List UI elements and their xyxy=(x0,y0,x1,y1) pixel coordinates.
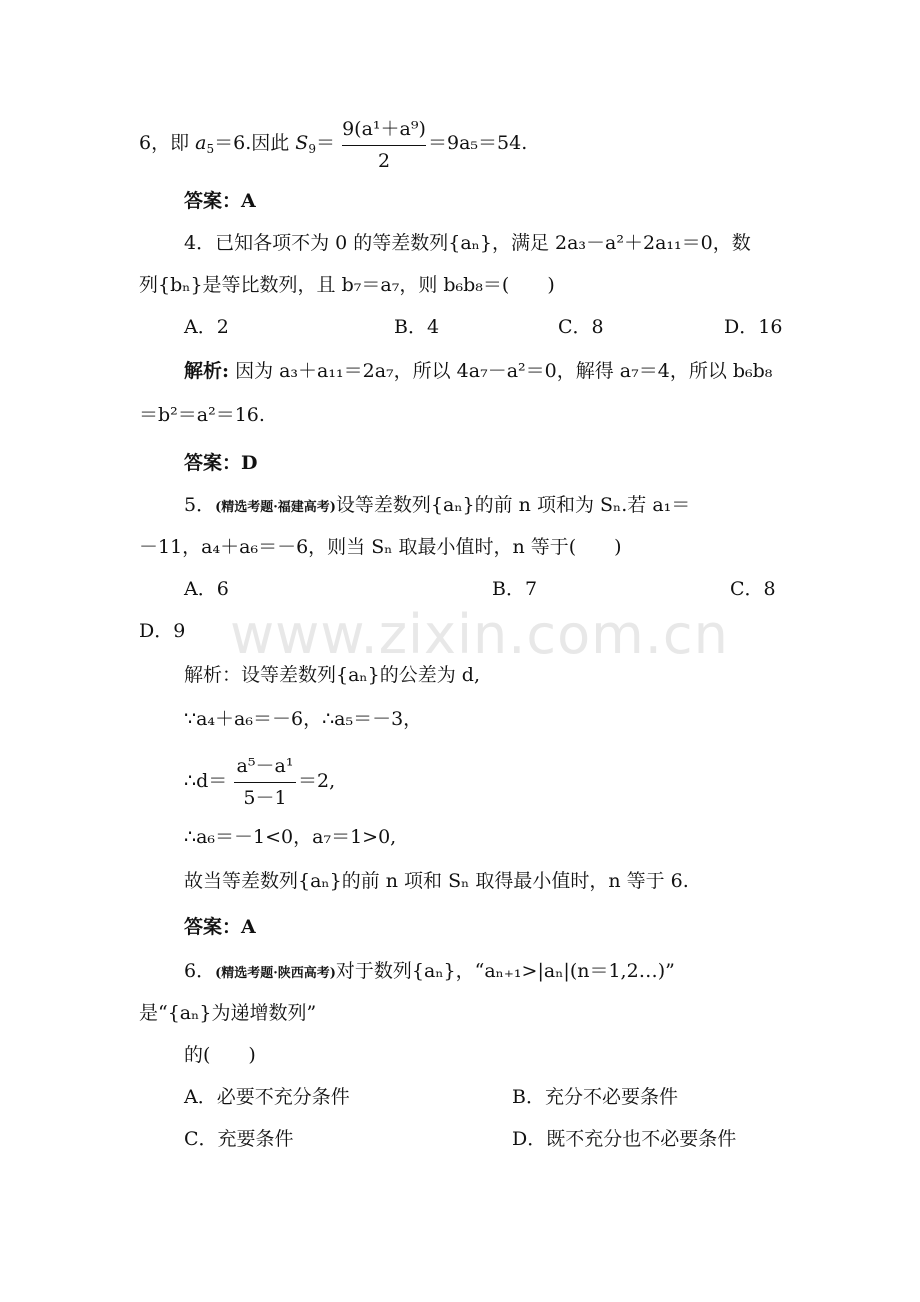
q3-frac-num: 9(a¹＋a⁹) xyxy=(342,118,426,140)
q3-result: ＝9a₅＝54. xyxy=(428,132,528,154)
q5-d-result: ＝2, xyxy=(298,770,336,792)
q4-analysis-line-2: ＝b²＝a²＝16. xyxy=(139,404,265,426)
q5-question-line-2: －11，a₄＋a₆＝－6，则当 Sₙ 取最小值时，n 等于( ) xyxy=(139,536,622,558)
q5-option-b: B．7 xyxy=(492,578,538,600)
q4-option-d: D．16 xyxy=(724,316,783,338)
q4-option-c: C．8 xyxy=(558,316,604,338)
answer-value: D xyxy=(241,452,258,474)
q4-answer xyxy=(184,454,258,473)
q5-analysis-text: 设等差数列{aₙ}的公差为 d, xyxy=(241,664,480,686)
q6-source: (精选考题·陕西高考) xyxy=(215,966,336,981)
q4-analysis-text: 因为 a₃＋a₁₁＝2a₇，所以 4a₇－a²＝0，解得 a₇＝4，所以 b₆b₈ xyxy=(235,360,773,382)
q5-answer xyxy=(184,918,256,937)
answer-label: 答案： xyxy=(184,916,242,938)
q3-solution-line: 6，即 $a_5=6$.因此 $S_9=$ xyxy=(139,132,335,156)
q5-d-den: 5－1 xyxy=(243,787,287,809)
q4-question-line-2: 列{bₙ}是等比数列，且 b₇＝a₇，则 b₆b₈＝( ) xyxy=(139,274,555,296)
q6-option-c: C．充要条件 xyxy=(184,1128,294,1150)
q6-number: 6． xyxy=(184,960,216,982)
q6-question-line-2: 是“{aₙ}为递增数列” xyxy=(139,1002,317,1024)
q6-option-d: D．既不充分也不必要条件 xyxy=(512,1128,737,1150)
q3-answer xyxy=(184,192,256,211)
q5-conclusion: 故当等差数列{aₙ}的前 n 项和 Sₙ 取得最小值时，n 等于 6. xyxy=(184,870,689,892)
answer-label: 答案： xyxy=(184,452,242,474)
q4-option-a: A．2 xyxy=(184,316,229,338)
q6-question-line-1 xyxy=(184,962,675,981)
q5-number: 5． xyxy=(184,494,216,516)
q5-stem: 设等差数列{aₙ}的前 n 项和为 Sₙ.若 a₁＝ xyxy=(335,494,691,516)
q5-analysis-line-4: ∴a₆＝－1<0，a₇＝1>0, xyxy=(184,826,397,848)
q5-d-fraction xyxy=(234,757,296,808)
q3-frac-den: 2 xyxy=(377,150,391,172)
q6-stem: 对于数列{aₙ}，“aₙ₊₁>|aₙ|(n＝1,2…)” xyxy=(335,960,675,982)
q6-option-b: B．充分不必要条件 xyxy=(512,1086,678,1108)
q5-option-d: D．9 xyxy=(139,620,186,642)
watermark: www.zixin.com.cn xyxy=(230,603,729,666)
q4-analysis-line-1 xyxy=(184,362,772,381)
q5-analysis-line-2: ∵a₄＋a₆＝－6，∴a₅＝－3， xyxy=(184,708,423,730)
q3-fraction xyxy=(342,120,426,171)
q3-prefix: 6，即 xyxy=(139,132,190,154)
q6-option-a: A．必要不充分条件 xyxy=(184,1086,350,1108)
q5-question-line-1 xyxy=(184,496,690,515)
q5-d-num: a⁵－a¹ xyxy=(236,755,294,777)
answer-label: 答案： xyxy=(184,190,242,212)
q5-option-c: C．8 xyxy=(730,578,776,600)
answer-value: A xyxy=(241,190,256,212)
q4-question-line-1: 4．已知各项不为 0 的等差数列{aₙ}，满足 2a₃－a²＋2a₁₁＝0，数 xyxy=(184,232,751,254)
answer-value: A xyxy=(241,916,256,938)
q5-d-prefix: ∴d＝ xyxy=(184,770,228,792)
q3-s9-eq: ＝ xyxy=(315,132,335,154)
analysis-label: 解析： xyxy=(184,664,242,686)
q5-option-a: A．6 xyxy=(184,578,229,600)
q3-a5-eq: ＝6.因此 xyxy=(214,132,290,154)
q6-question-line-3: 的( ) xyxy=(184,1044,256,1066)
analysis-label: 解析: xyxy=(184,360,230,382)
q5-source: (精选考题·福建高考) xyxy=(215,500,336,515)
q4-option-b: B．4 xyxy=(394,316,440,338)
q5-analysis-line-1 xyxy=(184,666,480,685)
